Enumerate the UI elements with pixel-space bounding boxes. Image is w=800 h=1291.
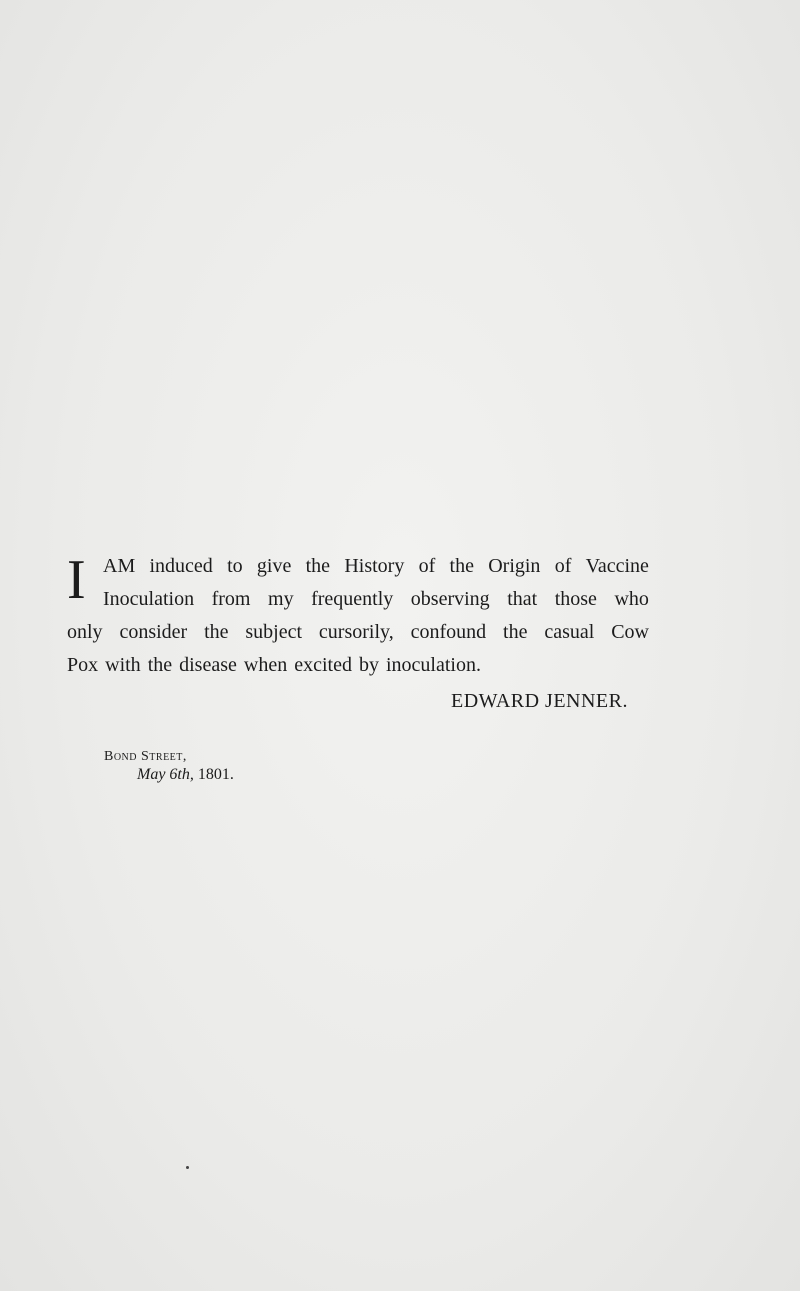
word: observing xyxy=(410,588,490,610)
word: subject xyxy=(245,621,303,643)
word: the xyxy=(449,555,474,577)
date-month-day: May 6th, xyxy=(137,766,194,783)
address-block xyxy=(104,748,234,784)
drop-cap: I xyxy=(67,549,86,611)
street-address: Bond Street, xyxy=(104,749,187,764)
word: when xyxy=(243,654,288,676)
word: my xyxy=(268,588,294,610)
word: only xyxy=(67,621,103,643)
word: disease xyxy=(179,654,237,676)
word: casual xyxy=(544,621,595,643)
word: induced xyxy=(149,555,213,577)
word: AM xyxy=(103,555,136,577)
word: of xyxy=(554,555,572,577)
word: consider xyxy=(119,621,188,643)
text-line-2 xyxy=(67,583,649,616)
word: History xyxy=(344,555,405,577)
date-line xyxy=(137,766,234,784)
word: the xyxy=(503,621,528,643)
word: inoculation. xyxy=(385,654,481,676)
word: excited xyxy=(294,654,352,676)
text-line-3 xyxy=(67,616,649,649)
word: from xyxy=(211,588,251,610)
word: cursorily, xyxy=(318,621,394,643)
word: of xyxy=(418,555,436,577)
word: the xyxy=(305,555,331,577)
word: confound xyxy=(410,621,487,643)
dedication-paragraph xyxy=(67,550,649,682)
word: Inoculation xyxy=(103,588,195,610)
ink-speck xyxy=(186,1166,189,1169)
word: the xyxy=(204,621,229,643)
text-line-1 xyxy=(67,550,649,583)
word: that xyxy=(507,588,538,610)
text-line-4 xyxy=(67,649,649,682)
word: by xyxy=(358,654,379,676)
word: Vaccine xyxy=(585,555,649,577)
word: with xyxy=(105,654,141,676)
word: Pox xyxy=(67,654,99,676)
word: Cow xyxy=(611,621,649,643)
word: give xyxy=(256,555,292,577)
word: who xyxy=(614,588,649,610)
signature: EDWARD JENNER. xyxy=(451,690,628,712)
word: to xyxy=(227,555,243,577)
word: those xyxy=(554,588,597,610)
date-year: 1801. xyxy=(197,766,234,783)
word: Origin xyxy=(488,555,541,577)
word: the xyxy=(147,654,173,676)
word: frequently xyxy=(311,588,394,610)
